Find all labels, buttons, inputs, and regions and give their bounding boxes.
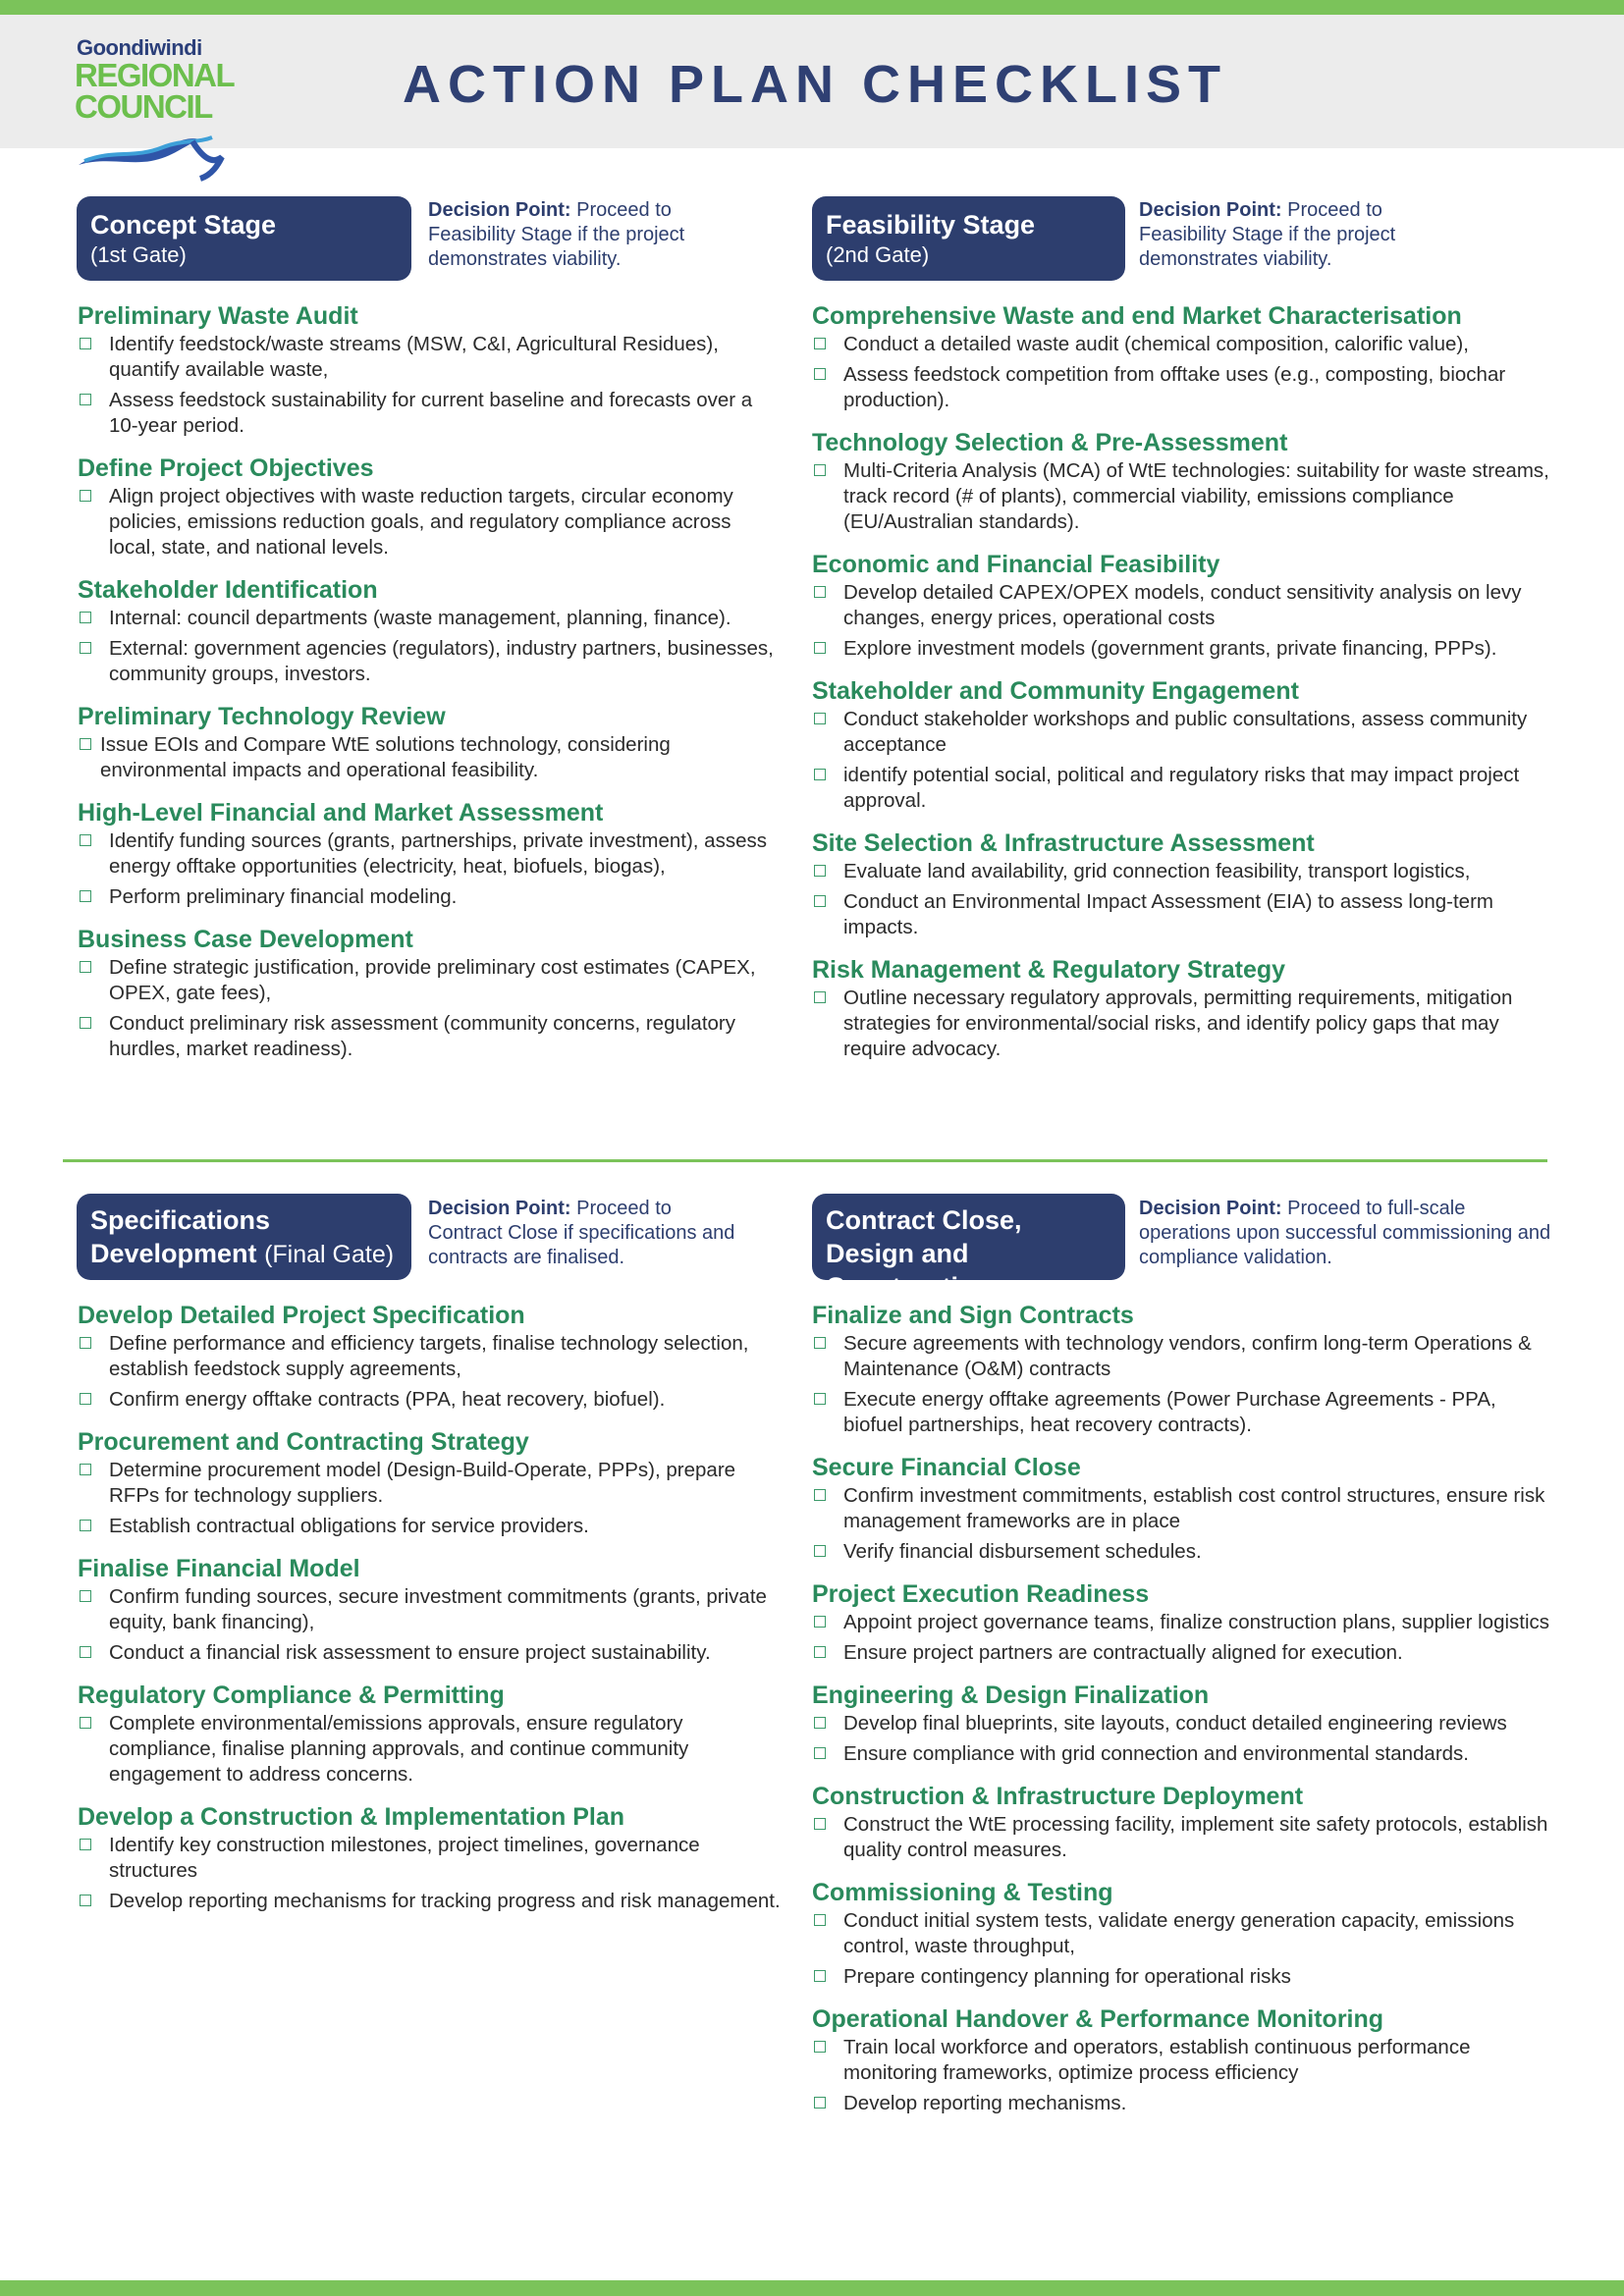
checklist: [78, 332, 781, 439]
stage-name: Contract Close, Design and Construction: [826, 1205, 1022, 1302]
checklist-section: [812, 1452, 1558, 1565]
checklist-item-text: Define performance and efficiency targets, finalise technology selection, establish feedstock supply agreements,: [109, 1332, 749, 1380]
checklist-item-text: Conduct initial system tests, validate energy generation capacity, emissions control, waste throughput,: [843, 1909, 1515, 1957]
checklist-item-text: Identify funding sources (grants, partnerships, private investment), assess energy offtake opportunities (electricity, heat, biofuels, biogas),: [109, 829, 767, 878]
stage-name: Specifications Development: [90, 1205, 271, 1268]
checklist-item: [812, 986, 1558, 1062]
checkbox-icon[interactable]: [80, 890, 91, 902]
checkbox-icon[interactable]: [80, 1895, 91, 1906]
checkbox-icon[interactable]: [814, 1337, 826, 1349]
checkbox-icon[interactable]: [814, 865, 826, 877]
checklist-item: [78, 884, 781, 910]
checkbox-icon[interactable]: [814, 713, 826, 724]
stage-name: Concept Stage: [90, 210, 277, 240]
checklist-section: [812, 1877, 1558, 1990]
checklist-item-text: Appoint project governance teams, finalize construction plans, supplier logistics: [843, 1611, 1550, 1633]
checkbox-icon[interactable]: [80, 1520, 91, 1531]
checklist-item: [78, 955, 781, 1006]
checklist-item: [78, 1889, 781, 1914]
checklist: [812, 986, 1558, 1062]
river-swoosh-icon: [75, 118, 232, 196]
decision-point: [1139, 1197, 1561, 1270]
section-heading: High-Level Financial and Market Assessment: [78, 799, 604, 827]
checklist-item-text: Explore investment models (government grants, private financing, PPPs).: [843, 637, 1497, 660]
section-heading: Stakeholder and Community Engagement: [812, 677, 1299, 705]
checklist-item-text: Internal: council departments (waste management, planning, finance).: [109, 607, 731, 629]
checkbox-icon[interactable]: [80, 738, 91, 750]
checklist-item-text: Confirm funding sources, secure investment commitments (grants, private equity, bank financing),: [109, 1585, 767, 1633]
checkbox-icon[interactable]: [80, 1839, 91, 1850]
checklist-item-text: Evaluate land availability, grid connection feasibility, transport logistics,: [843, 860, 1471, 882]
checklist: [78, 606, 781, 687]
section-divider: [63, 1159, 1547, 1162]
checklist-item: [812, 1812, 1558, 1863]
checklist-item: [78, 636, 781, 687]
checklist-section: [78, 574, 781, 687]
checklist: [78, 732, 781, 783]
section-heading: Stakeholder Identification: [78, 576, 378, 604]
checklist-section: [812, 675, 1558, 814]
checklist-item: [812, 580, 1558, 631]
decision-text: Proceed to Feasibility Stage if the project demonstrates viability.: [428, 199, 685, 270]
checklist-section: [812, 549, 1558, 662]
checklist: [812, 1908, 1558, 1990]
checklist-item: [812, 763, 1558, 814]
logo-line-1: Goondiwindi: [77, 35, 202, 60]
decision-label: Decision Point:: [1139, 199, 1282, 221]
checklist-item: [812, 889, 1558, 940]
checkbox-icon[interactable]: [814, 2041, 826, 2053]
concept-stage-checklist: [78, 300, 781, 1062]
checklist: [812, 458, 1558, 535]
section-heading: Define Project Objectives: [78, 454, 374, 482]
checklist-section: [812, 1781, 1558, 1863]
checkbox-icon[interactable]: [80, 1393, 91, 1405]
checkbox-icon[interactable]: [814, 1717, 826, 1729]
checkbox-icon[interactable]: [814, 1747, 826, 1759]
feasibility-stage-checklist: [812, 300, 1558, 1062]
checklist-item-text: Verify financial disbursement schedules.: [843, 1540, 1202, 1563]
decision-label: Decision Point:: [1139, 1198, 1282, 1219]
stage-box-specifications: [77, 1194, 411, 1280]
section-heading: Finalize and Sign Contracts: [812, 1302, 1134, 1329]
checkbox-icon[interactable]: [814, 368, 826, 380]
checklist-item: [812, 332, 1558, 357]
checklist-item: [78, 1331, 781, 1382]
checkbox-icon[interactable]: [814, 1646, 826, 1658]
checklist-item-text: Identify key construction milestones, project timelines, governance structures: [109, 1834, 700, 1882]
checklist: [78, 828, 781, 910]
checklist-item: [78, 1387, 781, 1413]
checklist-item: [78, 1711, 781, 1788]
checklist-section: [78, 1553, 781, 1666]
checklist-item: [812, 1640, 1558, 1666]
stage-name: Feasibility Stage: [826, 210, 1036, 240]
checkbox-icon[interactable]: [814, 895, 826, 907]
checklist: [812, 580, 1558, 662]
checklist-section: [78, 1680, 781, 1788]
decision-text: Proceed to full-scale operations upon successful commissioning and compliance validation.: [1139, 1198, 1551, 1268]
checklist-item: [812, 1539, 1558, 1565]
checkbox-icon[interactable]: [80, 612, 91, 623]
checklist-item: [812, 2035, 1558, 2086]
checkbox-icon[interactable]: [814, 338, 826, 349]
checkbox-icon[interactable]: [80, 1717, 91, 1729]
section-heading: Engineering & Design Finalization: [812, 1682, 1210, 1709]
bottom-accent-bar: [0, 2280, 1624, 2296]
checklist-section: [78, 1426, 781, 1539]
logo-line-3: COUNCIL: [75, 88, 212, 125]
checklist-item: [812, 636, 1558, 662]
checkbox-icon[interactable]: [814, 1545, 826, 1557]
checklist-section: [78, 924, 781, 1062]
checklist-section: [78, 1801, 781, 1914]
checklist-item: [78, 484, 781, 561]
section-heading: Business Case Development: [78, 926, 413, 953]
checklist: [78, 1833, 781, 1914]
logo-line-2: REGIONAL: [75, 57, 235, 93]
checklist-section: [812, 1300, 1558, 1438]
checklist: [78, 484, 781, 561]
checklist-item-text: Assess feedstock competition from offtake uses (e.g., composting, biochar production).: [843, 363, 1506, 411]
checklist-item: [78, 828, 781, 880]
checklist: [812, 1711, 1558, 1767]
decision-point: [428, 1197, 742, 1270]
page-title: ACTION PLAN CHECKLIST: [403, 55, 1227, 114]
checkbox-icon[interactable]: [80, 834, 91, 846]
checklist-item-text: Assess feedstock sustainability for current baseline and forecasts over a 10-year period.: [109, 389, 753, 437]
checklist-item: [78, 1011, 781, 1062]
checklist-section: [78, 300, 781, 439]
checkbox-icon[interactable]: [80, 961, 91, 973]
checklist: [78, 1331, 781, 1413]
checklist-section: [812, 954, 1558, 1062]
checklist: [78, 1584, 781, 1666]
checkbox-icon[interactable]: [814, 991, 826, 1003]
checklist-section: [812, 2003, 1558, 2116]
checklist: [812, 859, 1558, 940]
checklist: [812, 707, 1558, 814]
checklist-section: [78, 453, 781, 561]
checkbox-icon[interactable]: [80, 1017, 91, 1029]
stage-gate: (Final Gate): [264, 1241, 395, 1268]
stage-box-feasibility: [812, 196, 1125, 281]
checklist: [812, 1812, 1558, 1863]
checklist-item: [812, 1711, 1558, 1736]
checkbox-icon[interactable]: [80, 1337, 91, 1349]
checkbox-icon[interactable]: [814, 1970, 826, 1982]
section-heading: Site Selection & Infrastructure Assessment: [812, 829, 1315, 857]
checklist-item-text: Secure agreements with technology vendors, confirm long-term Operations & Maintenance (O&M) contracts: [843, 1332, 1532, 1380]
decision-point: [1139, 198, 1434, 272]
specifications-stage-checklist: [78, 1300, 781, 1914]
checklist-item: [812, 362, 1558, 413]
checklist: [78, 1711, 781, 1788]
section-heading: Commissioning & Testing: [812, 1879, 1113, 1906]
checklist-item: [812, 1964, 1558, 1990]
checklist-item: [78, 1640, 781, 1666]
section-heading: Regulatory Compliance & Permitting: [78, 1682, 505, 1709]
section-heading: Economic and Financial Feasibility: [812, 551, 1220, 578]
stage-box-contract-close: [812, 1194, 1125, 1302]
checklist-item-text: Outline necessary regulatory approvals, permitting requirements, mitigation strategies for environmental/social risks, and identify policy gaps that may require advocacy.: [843, 987, 1513, 1060]
section-heading: Develop Detailed Project Specification: [78, 1302, 525, 1329]
checklist-item-text: Identify feedstock/waste streams (MSW, C&I, Agricultural Residues), quantify available waste,: [109, 333, 719, 381]
checklist-item-text: Construct the WtE processing facility, implement site safety protocols, establish quality control measures.: [843, 1813, 1548, 1861]
checklist-item-text: Develop final blueprints, site layouts, conduct detailed engineering reviews: [843, 1712, 1507, 1735]
checkbox-icon[interactable]: [814, 586, 826, 598]
checklist-section: [812, 300, 1558, 413]
checklist-item-text: Complete environmental/emissions approvals, ensure regulatory compliance, finalise planning approvals, and continue community engagement to address concerns.: [109, 1712, 689, 1786]
checklist-item: [812, 1387, 1558, 1438]
decision-label: Decision Point:: [428, 199, 571, 221]
checklist-section: [812, 828, 1558, 940]
checkbox-icon[interactable]: [814, 1914, 826, 1926]
checklist-item-text: Define strategic justification, provide preliminary cost estimates (CAPEX, OPEX, gate fees),: [109, 956, 756, 1004]
checklist: [78, 1458, 781, 1539]
checklist-item: [812, 458, 1558, 535]
checklist-section: [812, 1680, 1558, 1767]
section-heading: Construction & Infrastructure Deployment: [812, 1783, 1304, 1810]
section-heading: Preliminary Technology Review: [78, 703, 446, 730]
checklist-item: [78, 388, 781, 439]
council-logo: [75, 35, 235, 163]
checkbox-icon[interactable]: [814, 642, 826, 654]
checkbox-icon[interactable]: [814, 769, 826, 780]
checklist-item: [812, 859, 1558, 884]
checklist: [78, 955, 781, 1062]
checklist-item: [78, 732, 781, 783]
checkbox-icon[interactable]: [80, 338, 91, 349]
section-heading: Develop a Construction & Implementation Plan: [78, 1803, 625, 1831]
checklist-item: [78, 606, 781, 631]
checkbox-icon[interactable]: [814, 1393, 826, 1405]
checklist-item: [812, 1741, 1558, 1767]
checklist-item-text: Conduct stakeholder workshops and public consultations, assess community acceptance: [843, 708, 1528, 756]
checklist-item-text: Ensure compliance with grid connection and environmental standards.: [843, 1742, 1470, 1765]
checklist: [812, 332, 1558, 413]
checkbox-icon[interactable]: [80, 1646, 91, 1658]
contract-close-stage-checklist: [812, 1300, 1558, 2116]
checkbox-icon[interactable]: [814, 464, 826, 476]
checklist: [812, 1610, 1558, 1666]
checklist-item-text: Conduct preliminary risk assessment (community concerns, regulatory hurdles, market readiness).: [109, 1012, 736, 1060]
checklist-item-text: Determine procurement model (Design-Build-Operate, PPPs), prepare RFPs for technology suppliers.: [109, 1459, 736, 1507]
checklist-item-text: identify potential social, political and regulatory risks that may impact project approval.: [843, 764, 1520, 812]
checklist-item: [812, 1610, 1558, 1635]
checklist-item-text: Perform preliminary financial modeling.: [109, 885, 458, 908]
decision-text: Proceed to Contract Close if specifications and contracts are finalised.: [428, 1198, 735, 1268]
checklist-section: [812, 1578, 1558, 1666]
checklist: [812, 2035, 1558, 2116]
checklist-section: [78, 797, 781, 910]
checklist-item-text: Issue EOIs and Compare WtE solutions technology, considering environmental impacts and operational feasibility.: [100, 733, 671, 781]
section-heading: Technology Selection & Pre-Assessment: [812, 429, 1288, 456]
checklist-item: [78, 332, 781, 383]
checklist: [812, 1483, 1558, 1565]
checklist-item-text: Ensure project partners are contractually aligned for execution.: [843, 1641, 1403, 1664]
checklist-item: [812, 1331, 1558, 1382]
checkbox-icon[interactable]: [814, 1616, 826, 1628]
section-heading: Risk Management & Regulatory Strategy: [812, 956, 1286, 984]
checklist-item-text: Develop detailed CAPEX/OPEX models, conduct sensitivity analysis on levy changes, energy prices, operational costs: [843, 581, 1522, 629]
checklist-item-text: Confirm investment commitments, establish cost control structures, ensure risk management frameworks are in place: [843, 1484, 1545, 1532]
section-heading: Finalise Financial Model: [78, 1555, 360, 1582]
checklist-item: [812, 2091, 1558, 2116]
checklist-item: [78, 1584, 781, 1635]
checklist-item: [812, 1483, 1558, 1534]
checklist-item: [812, 707, 1558, 758]
checkbox-icon[interactable]: [814, 1489, 826, 1501]
section-heading: Comprehensive Waste and end Market Characterisation: [812, 302, 1462, 330]
checkbox-icon[interactable]: [80, 490, 91, 502]
checklist-item-text: Align project objectives with waste reduction targets, circular economy policies, emissions reduction goals, and regulatory compliance across local, state, and national levels.: [109, 485, 733, 559]
checkbox-icon[interactable]: [80, 1464, 91, 1475]
checklist-item-text: Train local workforce and operators, establish continuous performance monitoring frameworks, optimize process efficiency: [843, 2036, 1471, 2084]
stage-box-concept: [77, 196, 411, 281]
decision-label: Decision Point:: [428, 1198, 571, 1219]
checklist-item: [78, 1833, 781, 1884]
checklist-item-text: Execute energy offtake agreements (Power Purchase Agreements - PPA, biofuel partnerships, heat recovery contracts).: [843, 1388, 1496, 1436]
checklist-item-text: Multi-Criteria Analysis (MCA) of WtE technologies: suitability for waste streams, track record (# of plants), commercial viability, emissions compliance (EU/Australian standards).: [843, 459, 1549, 533]
decision-point: [428, 198, 723, 272]
checklist-item-text: Conduct a financial risk assessment to ensure project sustainability.: [109, 1641, 711, 1664]
checklist-item-text: Conduct a detailed waste audit (chemical composition, calorific value),: [843, 333, 1469, 355]
section-heading: Secure Financial Close: [812, 1454, 1081, 1481]
decision-text: Proceed to Feasibility Stage if the project demonstrates viability.: [1139, 199, 1396, 270]
checklist-item-text: Prepare contingency planning for operational risks: [843, 1965, 1291, 1988]
checkbox-icon[interactable]: [80, 642, 91, 654]
checkbox-icon[interactable]: [814, 1818, 826, 1830]
checklist-item-text: External: government agencies (regulators), industry partners, businesses, community groups, investors.: [109, 637, 774, 685]
checkbox-icon[interactable]: [80, 1590, 91, 1602]
checklist-item-text: Establish contractual obligations for service providers.: [109, 1515, 589, 1537]
section-heading: Operational Handover & Performance Monitoring: [812, 2005, 1384, 2033]
checklist-section: [812, 427, 1558, 535]
section-heading: Procurement and Contracting Strategy: [78, 1428, 529, 1456]
checkbox-icon[interactable]: [80, 394, 91, 405]
section-heading: Preliminary Waste Audit: [78, 302, 358, 330]
stage-gate: (1st Gate): [90, 242, 187, 267]
top-accent-bar: [0, 0, 1624, 15]
checklist: [812, 1331, 1558, 1438]
section-heading: Project Execution Readiness: [812, 1580, 1150, 1608]
checklist-item: [812, 1908, 1558, 1959]
checklist-section: [78, 1300, 781, 1413]
checklist-section: [78, 701, 781, 783]
checklist-item: [78, 1458, 781, 1509]
checkbox-icon[interactable]: [814, 2097, 826, 2109]
checklist-item: [78, 1514, 781, 1539]
stage-gate: (2nd Gate): [826, 242, 930, 267]
checklist-item-text: Confirm energy offtake contracts (PPA, heat recovery, biofuel).: [109, 1388, 666, 1411]
checklist-item-text: Develop reporting mechanisms for tracking progress and risk management.: [109, 1890, 781, 1912]
checklist-item-text: Conduct an Environmental Impact Assessment (EIA) to assess long-term impacts.: [843, 890, 1493, 938]
checklist-item-text: Develop reporting mechanisms.: [843, 2092, 1127, 2114]
